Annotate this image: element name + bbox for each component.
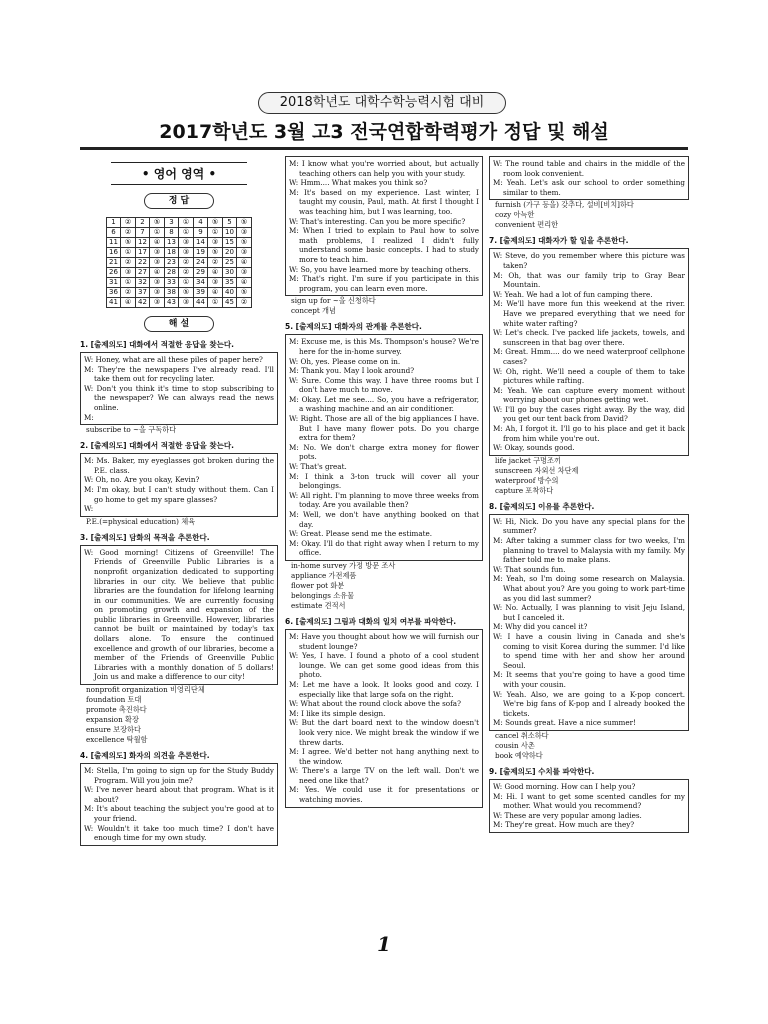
answer-value: ③ [150, 258, 165, 268]
answer-value: ④ [208, 288, 223, 298]
dialogue-line: M: It's based on my experience. Last winter, I taught my cousin, Paul, math. At first I thought I was teaching him, but I was learning, too. [289, 187, 479, 216]
dialogue-line: M: Ms. Baker, my eyeglasses got broken during the P.E. class. [84, 456, 274, 475]
vocab-item: excellence 탁월함 [86, 735, 148, 745]
dialogue-line: W: These are very popular among ladies. [493, 810, 642, 820]
question-number: 33 [165, 278, 179, 288]
question-number: 37 [136, 288, 150, 298]
dialogue-box [80, 763, 278, 846]
question-number: 13 [165, 238, 179, 248]
answer-value: ③ [208, 238, 223, 248]
dialogue-line: M: Ah, I forgot it. I'll go to his place and get it back from him while you're out. [493, 424, 685, 443]
subject-area-title: • 영어 영역 • [111, 162, 247, 185]
answer-row [107, 298, 252, 308]
vocab-item: expansion 확장 [86, 715, 139, 725]
answer-value: ③ [237, 228, 252, 238]
answer-value: ③ [237, 268, 252, 278]
dialogue-line: M: It's about teaching the subject you're good at to your friend. [84, 804, 274, 823]
dialogue-line: M: I'm okay, but I can't study without them. Can I go home to get my spare glasses? [84, 484, 274, 504]
dialogue-line: W: I'll go buy the cases right away. By the way, did you get our tent back from David? [493, 404, 685, 424]
answer-value: ⑤ [208, 218, 223, 228]
exam-subtitle: 2018학년도 대학수학능력시험 대비 [258, 92, 506, 114]
question-title: 6. [출제의도] 그림과 대화의 일치 여부를 파악한다. [285, 616, 457, 626]
question-number: 7 [136, 228, 150, 238]
dialogue-line: M: I like its simple design. [289, 708, 386, 718]
dialogue-line: W: That's great. [289, 462, 347, 472]
answer-value: ③ [179, 248, 194, 258]
dialogue-line: M: Have you thought about how we will furnish our student lounge? [289, 631, 479, 651]
question-number: 4 [194, 218, 208, 228]
dialogue-line: W: Let's check. I've packed life jackets, towels, and sunscreen in that bag over there. [493, 328, 685, 347]
vocab-item: foundation 토대 [86, 695, 142, 705]
dialogue-line: W: What about the round clock above the sofa? [289, 699, 461, 709]
dialogue-box [285, 629, 483, 808]
question-number: 23 [165, 258, 179, 268]
question-number: 9 [194, 228, 208, 238]
dialogue-line: M: We'll have more fun this weekend at the river. Have we prepared everything that we need for white water rafting? [493, 299, 685, 328]
question-number: 15 [223, 238, 237, 248]
answer-value: ① [208, 228, 223, 238]
dialogue-line: W: Don't you think it's time to stop subscribing to the newspaper? We can always read the news online. [84, 383, 274, 412]
question-6-continued [489, 156, 689, 230]
answer-value: ③ [208, 278, 223, 288]
dialogue-box [80, 453, 278, 517]
answer-value: ① [179, 278, 194, 288]
question-number: 26 [107, 268, 121, 278]
dialogue-line: W: Hmm.... What makes you think so? [289, 178, 428, 188]
answer-value: ⑤ [237, 288, 252, 298]
dialogue-line: M: When I tried to explain to Paul how to solve math problems, I realized I didn't fully understand some basic concepts. I had to study more to teach him. [289, 226, 479, 264]
answer-table [106, 217, 252, 308]
question-title: 3. [출제의도] 담화의 목적을 추론한다. [80, 532, 210, 542]
question-1 [80, 340, 278, 435]
answer-row [107, 268, 252, 278]
dialogue-box [80, 352, 278, 425]
dialogue-line: M: Okay. I'll do that right away when I return to my office. [289, 538, 479, 558]
dialogue-line: W: But the dart board next to the window doesn't look very nice. We might break the window if we threw darts. [289, 718, 479, 747]
dialogue-line: W: Oh, right. We'll need a couple of them to take pictures while rafting. [493, 366, 685, 386]
question-6 [285, 617, 483, 808]
question-number: 1 [107, 218, 121, 228]
dialogue-line: W: Great. Please send me the estimate. [289, 529, 433, 539]
question-number: 22 [136, 258, 150, 268]
vocab-item: ensure 보장하다 [86, 725, 141, 735]
question-title: 1. [출제의도] 대화에서 적절한 응답을 찾는다. [80, 340, 234, 349]
dialogue-line: M: They're the newspapers I've already read. I'll take them out for recycling later. [84, 364, 274, 384]
page-number: 1 [377, 932, 391, 956]
answer-value: ④ [150, 268, 165, 278]
question-number: 14 [194, 238, 208, 248]
question-number: 25 [223, 258, 237, 268]
answer-value: ① [121, 278, 136, 288]
answer-value: ⑤ [208, 248, 223, 258]
question-7 [489, 236, 689, 495]
vocab-item: P.E.(=physical education) 체육 [86, 516, 196, 526]
vocab-item: sign up for ~을 신청하다 [291, 296, 376, 306]
question-8 [489, 502, 689, 761]
dialogue-line: M: Let me have a look. It looks good and cozy. I especially like that large sofa on the right. [289, 679, 479, 699]
dialogue-line: M: Why did you cancel it? [493, 622, 588, 632]
vocab-item: estimate 견적서 [291, 600, 346, 610]
dialogue-line: W: That sounds fun. [493, 564, 566, 574]
answer-value: ① [150, 228, 165, 238]
answer-value: ⑤ [179, 288, 194, 298]
answer-value: ③ [150, 248, 165, 258]
answer-value: ④ [237, 278, 252, 288]
question-number: 6 [107, 228, 121, 238]
question-number: 44 [194, 298, 208, 308]
dialogue-line: W: Wouldn't it take too much time? I don't have enough time for my own study. [84, 823, 274, 843]
question-number: 30 [223, 268, 237, 278]
vocab-item: capture 포착하다 [495, 485, 554, 495]
vocab-item: promote 촉진하다 [86, 705, 147, 715]
answer-value: ② [237, 298, 252, 308]
answer-row [107, 238, 252, 248]
dialogue-line: W: [84, 504, 94, 514]
question-number: 31 [107, 278, 121, 288]
dialogue-line: M: Thank you. May I look around? [289, 366, 415, 376]
answer-value: ② [179, 258, 194, 268]
vocab-item: in-home survey 가정 방문 조사 [291, 560, 396, 570]
question-number: 21 [107, 258, 121, 268]
answer-value: ③ [150, 278, 165, 288]
dialogue-line: M: Yeah. We can capture every moment without worrying about our phones getting wet. [493, 385, 685, 405]
dialogue-line: M: I think a 3-ton truck will cover all your belongings. [289, 471, 479, 491]
dialogue-box [489, 779, 689, 833]
monologue-text: W: Good morning! Citizens of Greenville! The Friends of Greenville Public Libraries is a nonprofit organization dedicated to supporting libraries in our city. We believe that public libraries are the foundation for lifelong learning in our communities. We are currently focusing on promoting growth and expansion of the public libraries in Greenville. However, libraries cannot be built or maintained by today's tax dollars alone. To ensure the continued excellence and growth of our libraries, become a member of the Friends of Greenville Public Libraries with a monthly donation of 5 dollars! Join us and make a difference to our city! [84, 547, 274, 682]
vocab-item: furnish (가구 등을) 갖추다, 설비[비치]하다 [495, 200, 634, 210]
dialogue-line: W: Yeah. Also, we are going to a K-pop concert. We're big fans of K-pop and I already booked the tickets. [493, 689, 685, 718]
vocab-item: subscribe to ~을 구독하다 [86, 425, 177, 435]
question-4 [80, 751, 278, 846]
dialogue-line: W: Honey, what are all these piles of paper here? [84, 355, 263, 364]
question-title: 9. [출제의도] 수치를 파악한다. [489, 766, 595, 776]
answer-value: ② [121, 218, 136, 228]
question-title: 2. [출제의도] 대화에서 적절한 응답을 찾는다. [80, 441, 234, 451]
dialogue-line: W: No. Actually, I was planning to visit Jeju Island, but I canceled it. [493, 603, 685, 622]
answer-value: ② [121, 288, 136, 298]
question-number: 35 [223, 278, 237, 288]
question-number: 24 [194, 258, 208, 268]
dialogue-box [285, 334, 483, 561]
dialogue-line: W: All right. I'm planning to move three weeks from today. Are you available then? [289, 490, 479, 510]
question-number: 12 [136, 238, 150, 248]
answer-row [107, 228, 252, 238]
question-4-continued [285, 156, 483, 316]
question-number: 36 [107, 288, 121, 298]
question-number: 17 [136, 248, 150, 258]
answer-value: ① [179, 218, 194, 228]
answer-value: ② [208, 258, 223, 268]
dialogue-line: M: [84, 412, 94, 422]
dialogue-line: M: Yeah, so I'm doing some research on Malaysia. What about you? Are you going to work part-time as you did last summer? [493, 574, 685, 603]
question-number: 43 [165, 298, 179, 308]
vocab-item: cancel 취소하다 [495, 730, 549, 740]
answer-value: ② [121, 228, 136, 238]
question-5 [285, 322, 483, 611]
dialogue-line: W: I've never heard about that program. What is it about? [84, 785, 274, 804]
answer-value: ⑤ [237, 218, 252, 228]
dialogue-line: W: Yes, I have. I found a photo of a cool student lounge. We can get some good ideas from this photo. [289, 651, 479, 680]
dialogue-line: W: So, you have learned more by teaching others. [289, 264, 471, 274]
dialogue-line: W: Oh, no. Are you okay, Kevin? [84, 475, 200, 485]
dialogue-line: M: Okay. Let me see.... So, you have a refrigerator, a washing machine and an air conditioner. [289, 394, 479, 414]
answer-value: ③ [179, 238, 194, 248]
dialogue-line: W: I have a cousin living in Canada and she's coming to visit Korea during the summer. I'd like to spend time with her and show her around Seoul. [493, 631, 685, 670]
dialogue-box [489, 156, 689, 200]
answer-row [107, 218, 252, 228]
dialogue-line: M: Oh, that was our family trip to Gray Bear Mountain. [493, 270, 685, 290]
dialogue-line: M: That's right. I'm sure if you participate in this program, you can learn even more. [289, 274, 479, 293]
question-9 [489, 767, 689, 833]
vocab-item: flower pot 화분 [291, 580, 345, 590]
dialogue-line: W: Steve, do you remember where this picture was taken? [493, 251, 685, 270]
dialogue-line: M: No. We don't charge extra money for flower pots. [289, 442, 479, 462]
dialogue-line: M: Hi. I want to get some scented candles for my mother. What would you recommend? [493, 791, 685, 811]
vocab-item: waterproof 방수의 [495, 475, 559, 485]
dialogue-line: M: Yeah. Let's ask our school to order something similar to them. [493, 178, 685, 197]
dialogue-line: W: There's a large TV on the left wall. Don't we need one like that? [289, 766, 479, 785]
answer-value: ⑤ [237, 238, 252, 248]
answer-value: ④ [237, 258, 252, 268]
dialogue-line: W: Right. Those are all of the big appliances I have. But I have many flower pots. Do you charge extra for them? [289, 414, 479, 443]
column-2 [285, 156, 483, 940]
answer-value: ③ [237, 248, 252, 258]
answer-row [107, 288, 252, 298]
answer-value: ② [121, 258, 136, 268]
dialogue-line: M: I agree. We'd better not hang anything next to the window. [289, 747, 479, 766]
answer-value: ③ [179, 298, 194, 308]
question-number: 41 [107, 298, 121, 308]
question-number: 11 [107, 238, 121, 248]
answer-value: ① [179, 228, 194, 238]
dialogue-box [489, 248, 689, 455]
dialogue-line: M: After taking a summer class for two weeks, I'm planning to travel to Malaysia with my family. My father told me to make plans. [493, 536, 685, 565]
dialogue-line: M: Sounds great. Have a nice summer! [493, 718, 636, 728]
answer-row [107, 248, 252, 258]
question-number: 29 [194, 268, 208, 278]
answer-value: ⑤ [121, 238, 136, 248]
dialogue-box [489, 514, 689, 731]
explanation-label: 해 설 [144, 316, 214, 332]
question-number: 18 [165, 248, 179, 258]
column-3 [489, 156, 689, 940]
question-number: 39 [194, 288, 208, 298]
dialogue-line: M: It seems that you're going to have a good time with your cousin. [493, 670, 685, 689]
answer-value: ⑤ [150, 218, 165, 228]
question-number: 45 [223, 298, 237, 308]
question-number: 2 [136, 218, 150, 228]
question-number: 32 [136, 278, 150, 288]
question-number: 42 [136, 298, 150, 308]
title-divider [80, 147, 688, 150]
answer-value: ③ [121, 268, 136, 278]
dialogue-line: M: Yes. We could use it for presentations or watching movies. [289, 785, 479, 805]
vocab-item: life jacket 구명조끼 [495, 455, 561, 465]
question-number: 19 [194, 248, 208, 258]
question-number: 34 [194, 278, 208, 288]
vocab-item: cousin 사촌 [495, 740, 535, 750]
question-title: 8. [출제의도] 이유를 추론한다. [489, 501, 595, 511]
column-1 [80, 156, 278, 940]
vocab-item: sunscreen 자외선 차단제 [495, 465, 579, 475]
question-number: 40 [223, 288, 237, 298]
dialogue-line: W: Yeah. We had a lot of fun camping there. [493, 289, 653, 299]
question-title: 7. [출제의도] 대화자가 할 일을 추론한다. [489, 236, 629, 246]
question-number: 8 [165, 228, 179, 238]
dialogue-line: M: Excuse me, is this Ms. Thompson's house? We're here for the in-home survey. [289, 337, 479, 356]
dialogue-line: W: Okay, sounds good. [493, 443, 575, 453]
dialogue-line: W: That's interesting. Can you be more specific? [289, 216, 466, 226]
monologue-box [80, 545, 278, 685]
dialogue-line: M: Stella, I'm going to sign up for the Study Buddy Program. Will you join me? [84, 766, 274, 785]
question-number: 27 [136, 268, 150, 278]
page-title: 2017학년도 3월 고3 전국연합학력평가 정답 및 해설 [159, 121, 609, 143]
question-number: 38 [165, 288, 179, 298]
vocab-item: convenient 편리한 [495, 220, 559, 230]
dialogue-line: M: Well, we don't have anything booked on that day. [289, 510, 479, 529]
question-2 [80, 441, 278, 527]
vocab-item: cozy 아늑한 [495, 210, 535, 220]
answer-value: ④ [150, 238, 165, 248]
question-number: 28 [165, 268, 179, 278]
dialogue-line: W: Good morning. How can I help you? [493, 781, 636, 791]
question-title: 5. [출제의도] 대화자의 관계를 추론한다. [285, 322, 422, 332]
vocab-item: concept 개념 [291, 306, 336, 316]
question-3 [80, 533, 278, 745]
answer-row [107, 278, 252, 288]
vocab-item: nonprofit organization 비영리단체 [86, 685, 205, 695]
dialogue-line: M: Great. Hmm.... do we need waterproof cellphone cases? [493, 347, 685, 366]
dialogue-line: W: Hi, Nick. Do you have any special plans for the summer? [493, 516, 685, 536]
answers-label: 정 답 [144, 193, 214, 209]
answer-value: ① [208, 298, 223, 308]
dialogue-line: W: Oh, yes. Please come on in. [289, 356, 401, 366]
answer-value: ④ [208, 268, 223, 278]
question-title: 4. [출제의도] 화자의 의견을 추론한다. [80, 751, 210, 761]
answer-value: ③ [150, 298, 165, 308]
dialogue-line: W: The round table and chairs in the middle of the room look convenient. [493, 159, 685, 178]
question-number: 5 [223, 218, 237, 228]
answer-value: ③ [150, 288, 165, 298]
dialogue-line: W: Sure. Come this way. I have three rooms but I don't have much to move. [289, 375, 479, 395]
answer-value: ④ [121, 298, 136, 308]
dialogue-line: M: They're great. How much are they? [493, 820, 635, 830]
dialogue-box [285, 156, 483, 296]
question-number: 20 [223, 248, 237, 258]
question-number: 10 [223, 228, 237, 238]
question-number: 16 [107, 248, 121, 258]
answer-value: ② [179, 268, 194, 278]
answer-value: ① [121, 248, 136, 258]
dialogue-line: M: I know what you're worried about, but actually teaching others can help you with your study. [289, 159, 479, 178]
answer-row [107, 258, 252, 268]
vocab-item: book 예약하다 [495, 750, 543, 760]
vocab-item: appliance 가전제품 [291, 570, 357, 580]
question-number: 3 [165, 218, 179, 228]
vocab-item: belongings 소유물 [291, 590, 355, 600]
